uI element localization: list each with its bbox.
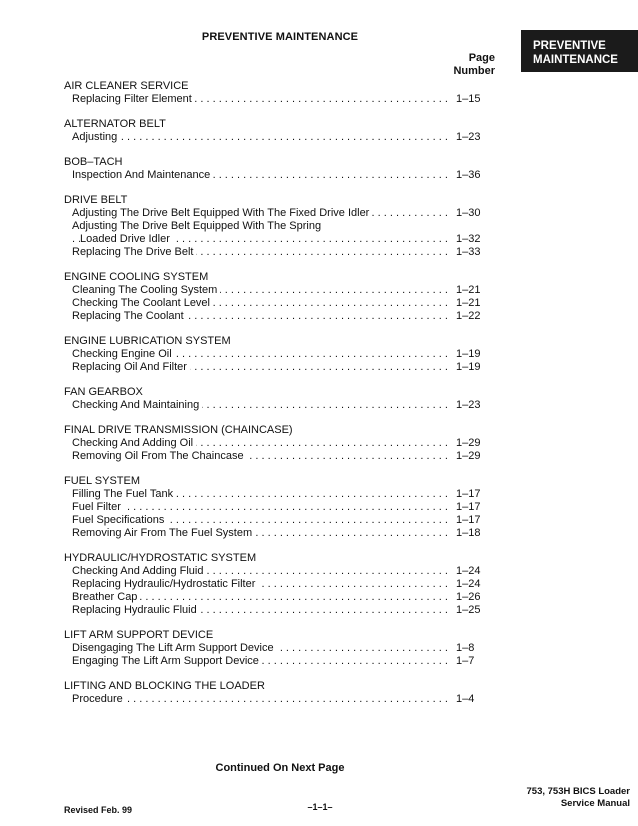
toc-section-title: FAN GEARBOX xyxy=(64,386,143,398)
toc-entry-text: Cleaning The Cooling System xyxy=(72,284,220,296)
toc-section xyxy=(64,680,494,706)
toc-entry xyxy=(64,310,494,323)
toc-entry-text: Checking And Adding Oil xyxy=(72,437,196,449)
toc-entry-continuation: Loaded Drive Idler xyxy=(80,233,173,245)
toc-entry xyxy=(64,642,494,655)
toc-section xyxy=(64,80,494,106)
toc-entry-page: 1–22 xyxy=(453,310,494,323)
toc-entry xyxy=(64,514,494,527)
toc-entry-page: 1–17 xyxy=(453,501,494,514)
toc-entry xyxy=(64,131,494,144)
toc-entry xyxy=(64,578,494,591)
manual-title-line1: 753, 753H BICS Loader xyxy=(526,786,630,797)
page-title: PREVENTIVE MAINTENANCE xyxy=(201,31,359,43)
toc-entry xyxy=(64,169,494,182)
toc-entry-page: 1–8 xyxy=(453,642,494,655)
toc-entry-page: 1–18 xyxy=(453,527,494,540)
toc-entry-page: 1–33 xyxy=(453,246,494,259)
toc-entry-page: 1–29 xyxy=(453,437,494,450)
toc-entry xyxy=(64,693,494,706)
toc-entry-text: Breather Cap xyxy=(72,591,140,603)
toc-entry xyxy=(64,399,494,412)
toc-entry-text: Replacing Oil And Filter xyxy=(72,361,190,373)
toc-section-title: AIR CLEANER SERVICE xyxy=(64,80,189,92)
toc-entry-text: Fuel Filter xyxy=(72,501,124,513)
toc-section xyxy=(64,475,494,540)
toc-entry-text: Adjusting xyxy=(72,131,120,143)
toc-entry xyxy=(64,207,494,220)
toc-entry xyxy=(64,655,494,668)
toc-entry xyxy=(64,246,494,259)
toc-entry-text: Filling The Fuel Tank xyxy=(72,488,176,500)
toc-entry xyxy=(64,501,494,514)
continued-note: Continued On Next Page xyxy=(215,762,345,774)
toc-entry-text: Replacing Filter Element xyxy=(72,93,195,105)
toc-entry-page: 1–32 xyxy=(453,233,494,246)
toc-entry-text: Removing Air From The Fuel System xyxy=(72,527,255,539)
toc-entry-line xyxy=(64,220,494,233)
dot-leader xyxy=(72,693,450,706)
toc-section xyxy=(64,335,494,374)
toc-entry xyxy=(64,450,494,463)
dot-leader xyxy=(72,501,450,514)
toc-section xyxy=(64,271,494,323)
toc-section-title: ALTERNATOR BELT xyxy=(64,118,166,130)
section-tab-line1: PREVENTIVE xyxy=(533,40,606,52)
toc-entry xyxy=(64,565,494,578)
toc-section-title: FUEL SYSTEM xyxy=(64,475,140,487)
toc-section-title: ENGINE LUBRICATION SYSTEM xyxy=(64,335,231,347)
toc-entry-text: Disengaging The Lift Arm Support Device xyxy=(72,642,277,654)
toc-section-title: LIFT ARM SUPPORT DEVICE xyxy=(64,629,214,641)
toc-entry-text: Replacing Hydraulic Fluid xyxy=(72,604,200,616)
toc-entry xyxy=(64,348,494,361)
toc-entry-page: 1–15 xyxy=(453,93,494,106)
toc-entry-text: Fuel Specifications xyxy=(72,514,167,526)
toc-section-title: LIFTING AND BLOCKING THE LOADER xyxy=(64,680,265,692)
manual-title-line2: Service Manual xyxy=(560,798,630,809)
toc-entry-page: 1–24 xyxy=(453,565,494,578)
page-number: –1–1– xyxy=(307,802,333,812)
toc-entry-text: Adjusting The Drive Belt Equipped With The Spring xyxy=(72,220,324,232)
toc-entry xyxy=(64,604,494,617)
toc-section-title: ENGINE COOLING SYSTEM xyxy=(64,271,209,283)
toc-entry-page: 1–25 xyxy=(453,604,494,617)
toc-entry-text: Checking And Adding Fluid xyxy=(72,565,206,577)
page-header-line2: Number xyxy=(453,65,495,77)
toc-entry-text: Engaging The Lift Arm Support Device xyxy=(72,655,262,667)
toc-entry-page: 1–7 xyxy=(453,655,494,668)
toc-entry-page: 1–29 xyxy=(453,450,494,463)
toc-entry-text: Replacing The Drive Belt xyxy=(72,246,196,258)
toc-entry-text: Removing Oil From The Chaincase xyxy=(72,450,247,462)
toc-section-title: FINAL DRIVE TRANSMISSION (CHAINCASE) xyxy=(64,424,293,436)
toc-section xyxy=(64,386,494,412)
toc-entry-text: Inspection And Maintenance xyxy=(72,169,213,181)
page-number-column-header xyxy=(400,52,495,78)
toc-entry xyxy=(64,361,494,374)
toc-entry-text: Checking Engine Oil xyxy=(72,348,175,360)
toc-section-title: HYDRAULIC/HYDROSTATIC SYSTEM xyxy=(64,552,257,564)
toc-entry-page: 1–24 xyxy=(453,578,494,591)
toc-section xyxy=(64,156,494,182)
toc-entry-page: 1–30 xyxy=(453,207,494,220)
toc-entry-page: 1–4 xyxy=(453,693,494,706)
toc-entry-text: Replacing Hydraulic/Hydrostatic Filter xyxy=(72,578,258,590)
toc-entry-page: 1–19 xyxy=(453,348,494,361)
toc-section xyxy=(64,424,494,463)
toc-entry-text: Adjusting The Drive Belt Equipped With The Fixed Drive Idler xyxy=(72,207,372,219)
toc-entry-text: Checking The Coolant Level xyxy=(72,297,213,309)
toc-entry-page: 1–21 xyxy=(453,297,494,310)
toc-section xyxy=(64,194,494,259)
revision-date: Revised Feb. 99 xyxy=(64,805,133,815)
toc-entry-text: Procedure xyxy=(72,693,126,705)
toc-entry-page: 1–23 xyxy=(453,399,494,412)
toc-section-title: DRIVE BELT xyxy=(64,194,128,206)
toc-entry-text: Replacing The Coolant xyxy=(72,310,187,322)
toc-entry xyxy=(64,437,494,450)
toc-entry-page: 1–17 xyxy=(453,488,494,501)
toc-entry xyxy=(64,527,494,540)
toc-section-title: BOB–TACH xyxy=(64,156,123,168)
toc-entry xyxy=(64,297,494,310)
toc-entry-text: Checking And Maintaining xyxy=(72,399,202,411)
toc-section xyxy=(64,629,494,668)
section-tab xyxy=(521,30,638,72)
toc-entry-page: 1–21 xyxy=(453,284,494,297)
toc-entry xyxy=(64,591,494,604)
toc-section xyxy=(64,118,494,144)
toc-entry-page: 1–36 xyxy=(453,169,494,182)
manual-title xyxy=(470,786,630,810)
toc-entry-page: 1–26 xyxy=(453,591,494,604)
toc-entry xyxy=(64,93,494,106)
toc-entry xyxy=(64,284,494,297)
toc-entry xyxy=(64,233,494,246)
dot-leader xyxy=(72,131,450,144)
toc-entry-page: 1–23 xyxy=(453,131,494,144)
toc-entry-page: 1–17 xyxy=(453,514,494,527)
toc-entry-page: 1–19 xyxy=(453,361,494,374)
toc-section xyxy=(64,552,494,617)
section-tab-line2: MAINTENANCE xyxy=(533,54,618,66)
page-header-line1: Page xyxy=(468,52,495,64)
table-of-contents xyxy=(64,80,494,718)
toc-entry xyxy=(64,488,494,501)
